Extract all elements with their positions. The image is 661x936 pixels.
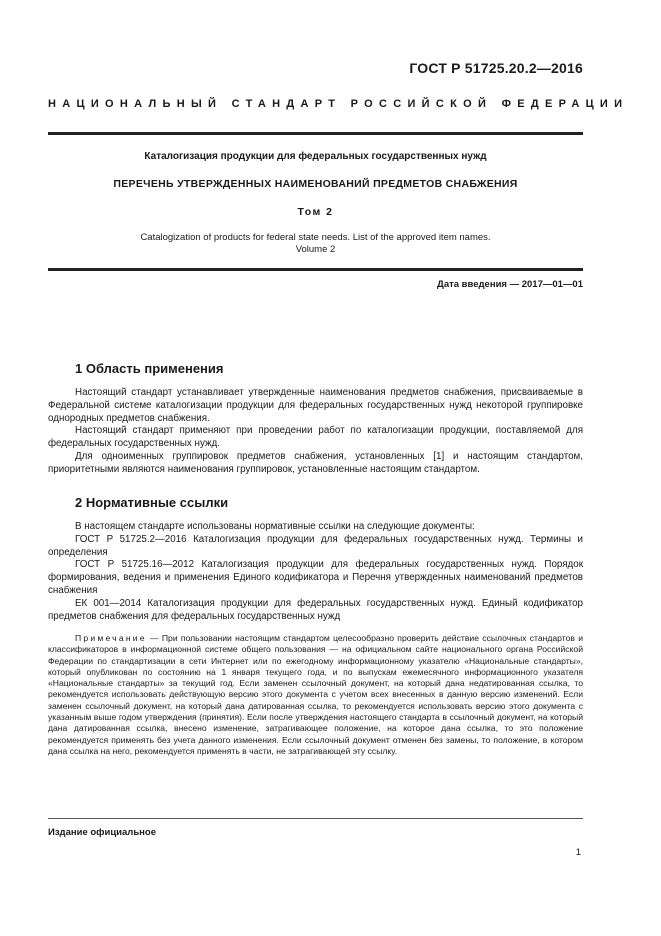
section-1-body bbox=[48, 387, 583, 477]
volume-label: Том 2 bbox=[297, 206, 334, 218]
reference-item: ГОСТ Р 51725.16—2012 Каталогизация продукции для федеральных государственных нужд. Порядок формирования, ведения и применения Единого кодификатора и Перечня утвержденных наименований предметов снабжения bbox=[48, 559, 583, 596]
paragraph: Настоящий стандарт применяют при проведении работ по каталогизации продукции, поставляемой для федеральных государственных нужд. bbox=[48, 425, 583, 450]
publication-label: Издание официальное bbox=[48, 827, 156, 838]
section-2-body bbox=[48, 521, 583, 623]
middle-divider bbox=[48, 268, 583, 271]
topic-line: Каталогизация продукции для федеральных государственных нужд bbox=[144, 151, 487, 162]
note-block bbox=[48, 633, 583, 757]
top-divider bbox=[48, 132, 583, 135]
english-title bbox=[48, 232, 583, 256]
gost-number: ГОСТ Р 51725.20.2—2016 bbox=[409, 60, 583, 76]
paragraph: Для одноименных группировок предметов снабжения, установленных [1] и настоящим стандартом, приоритетными являются наименования группировок, установленные настоящим стандартом. bbox=[48, 450, 583, 475]
paragraph: В настоящем стандарте использованы нормативные ссылки на следующие документы: bbox=[75, 521, 475, 532]
note-text: — При пользовании настоящим стандартом целесообразно проверить действие ссылочных стандартов и классификаторов в информационной системе общего пользования — на официальном сайте национального органа Российской Федерации по стандартизации в сети Интернет или по ежегодному информационному указателю «Национальные стандарты», который опубликован по состоянию на 1 января текущего года, и по выпускам ежемесячного информационного указателя «Национальные стандарты» за текущий год. Если заменен ссылочный документ, на который дана недатированная ссылка, то рекомендуется использовать действующую версию этого документа с учетом всех внесенных в данную версию изменений. Если заменен ссылочный документ, на который дана датированная ссылка, то рекомендуется использовать версию этого документа с указанным выше годом утверждения (принятия). Если после утверждения настоящего стандарта в ссылочный документ, на который дана датированная ссылка, внесено изменение, затрагивающее положение, на которое дана ссылка, то это положение рекомендуется применять без учета данного изменения. Если ссылочный документ отменен без замены, то положение, в котором дана ссылка на него, рекомендуется применять в части, не затрагивающей эту ссылку. bbox=[48, 633, 583, 756]
introduction-date: Дата введения — 2017—01—01 bbox=[437, 279, 583, 290]
section-1-heading: 1 Область применения bbox=[75, 361, 224, 376]
reference-item: ЕК 001—2014 Каталогизация продукции для федеральных государственных нужд. Единый кодификатор предметов снабжения для федеральных государственных нужд bbox=[48, 597, 583, 622]
note-label: Примечание bbox=[75, 633, 147, 643]
footer-divider bbox=[48, 818, 583, 819]
english-volume-line: Volume 2 bbox=[295, 244, 336, 255]
paragraph: Настоящий стандарт устанавливает утвержденные наименования предметов снабжения, присваиваемые в Федеральной системе каталогизации продукции для федеральных государственных нужд некоторой группировке однородных предметов снабжения. bbox=[48, 387, 583, 424]
national-standard-heading: НАЦИОНАЛЬНЫЙ СТАНДАРТ РОССИЙСКОЙ ФЕДЕРАЦИИ bbox=[48, 98, 629, 110]
document-title: ПЕРЕЧЕНЬ УТВЕРЖДЕННЫХ НАИМЕНОВАНИЙ ПРЕДМЕТОВ СНАБЖЕНИЯ bbox=[113, 178, 518, 190]
english-title-line: Catalogization of products for federal state needs. List of the approved item names. bbox=[140, 232, 491, 243]
section-2-heading: 2 Нормативные ссылки bbox=[75, 495, 229, 510]
reference-item: ГОСТ Р 51725.2—2016 Каталогизация продукции для федеральных государственных нужд. Термины и определения bbox=[48, 533, 583, 558]
page-number: 1 bbox=[575, 847, 581, 858]
